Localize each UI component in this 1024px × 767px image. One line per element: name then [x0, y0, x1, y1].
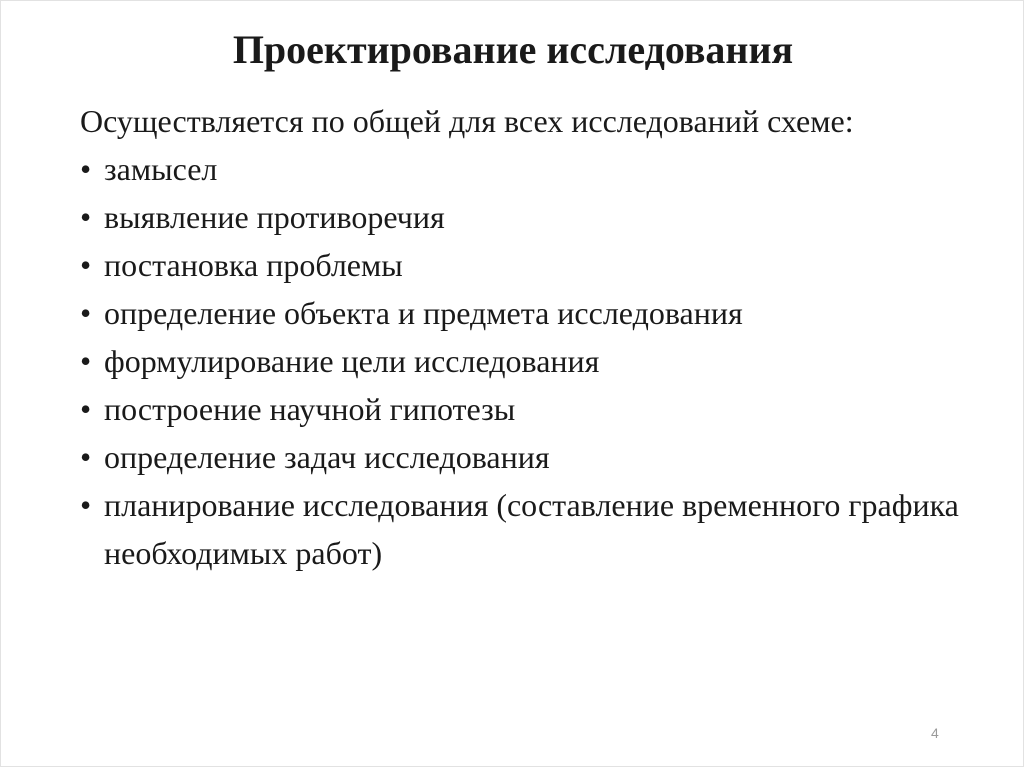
list-item-text: построение научной гипотезы: [104, 391, 516, 427]
list-item-text: замысел: [104, 151, 218, 187]
bullet-icon: •: [80, 439, 92, 475]
bullet-icon: •: [80, 487, 92, 523]
bullet-icon: •: [80, 247, 92, 283]
list-item: [80, 337, 980, 385]
list-item-text: определение задач исследования: [104, 439, 550, 475]
list-item: [80, 145, 980, 193]
bullet-list: [80, 145, 980, 577]
list-item: [80, 289, 980, 337]
bullet-icon: •: [80, 295, 92, 331]
list-item-text: планирование исследования (составление временного графика необходимых работ): [104, 487, 959, 571]
slide-title: Проектирование исследования: [232, 27, 794, 72]
list-item: [80, 241, 980, 289]
bullet-icon: •: [80, 343, 92, 379]
bullet-icon: •: [80, 199, 92, 235]
bullet-icon: •: [80, 391, 92, 427]
list-item: [80, 433, 980, 481]
list-item: [80, 481, 980, 577]
bullet-icon: •: [80, 151, 92, 187]
slide-content: [80, 97, 980, 577]
list-item-text: определение объекта и предмета исследования: [104, 295, 743, 331]
list-item-text: формулирование цели исследования: [104, 343, 600, 379]
list-item: [80, 385, 980, 433]
list-item: [80, 193, 980, 241]
list-item-text: выявление противоречия: [104, 199, 445, 235]
page-number: 4: [931, 725, 939, 741]
intro-text: Осуществляется по общей для всех исследований схеме:: [80, 103, 854, 139]
list-item-text: постановка проблемы: [104, 247, 403, 283]
